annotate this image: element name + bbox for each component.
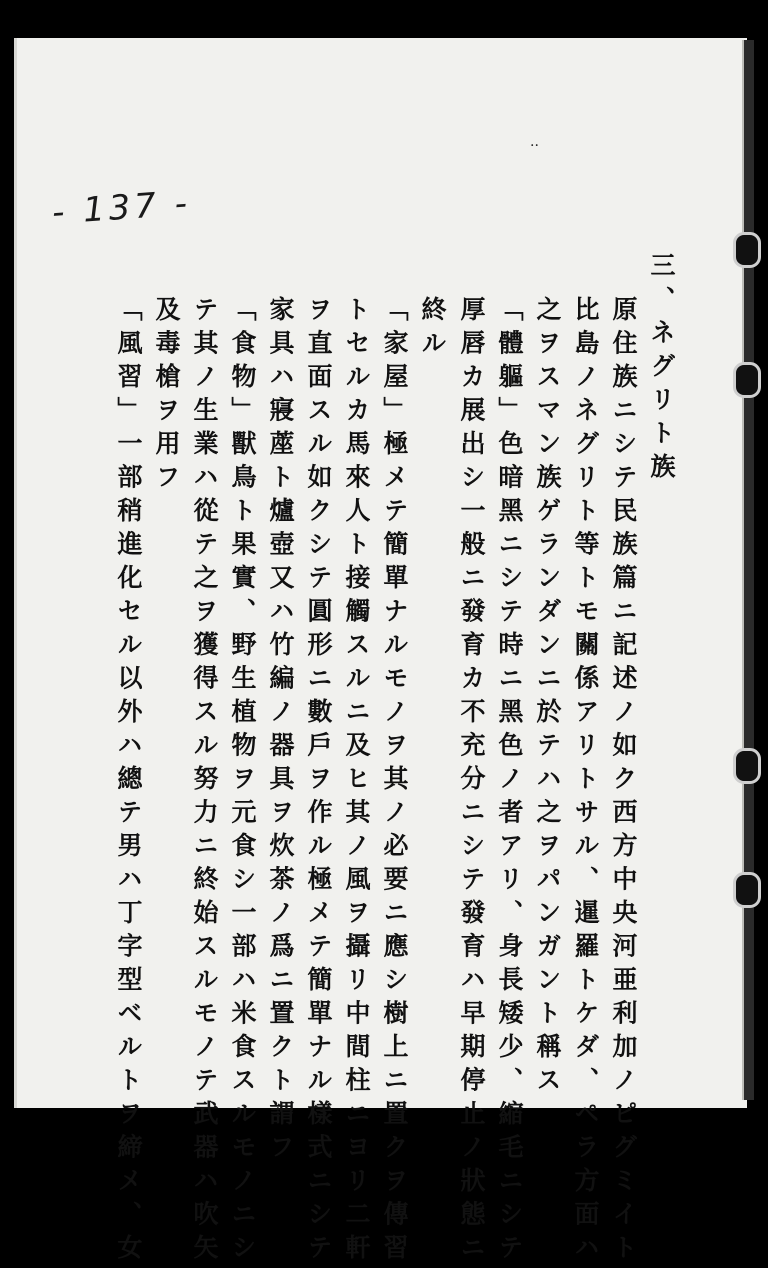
- handwritten-page-number: - 137 -: [50, 183, 193, 233]
- binding-ring-icon: [733, 872, 761, 908]
- text-column: 比島ノネグリト等トモ關係アリトサル、暹羅トケダ、ペラ方面ハ: [571, 296, 600, 1268]
- text-column: 及毒槍ヲ用フ: [152, 296, 181, 497]
- page-binding-edge: [742, 40, 754, 1100]
- stray-marks: ..: [530, 134, 539, 150]
- binding-ring-icon: [733, 362, 761, 398]
- text-column: 「食物」獸鳥ト果實、野生植物ヲ元食シ一部ハ米食スルモノニシ: [228, 296, 257, 1268]
- text-column: 「家屋」極メテ簡單ナルモノヲ其ノ必要ニ應シ樹上ニ置クヲ傳習: [380, 296, 409, 1268]
- section-heading: 三、ネグリト族: [647, 252, 676, 487]
- text-column: 終ル: [418, 296, 447, 363]
- text-column: ヲ直面スル如クシテ圓形ニ數戶ヲ作ル極メテ簡單ナル樣式ニシテ: [304, 296, 333, 1268]
- binding-ring-icon: [733, 748, 761, 784]
- binding-ring-icon: [733, 232, 761, 268]
- text-column: 家具ハ寢蓙ト爐壺又ハ竹編ノ器具ヲ炊茶ノ爲ニ置クト謂フ: [266, 296, 295, 1167]
- text-column: 之ヲスマン族ゲランダンニ於テハ之ヲパンガント稱ス: [533, 296, 562, 1100]
- text-column: トセルカ馬來人ト接觸スルニ及ヒ其ノ風ヲ攝リ中間柱ニヨリ二軒: [342, 296, 371, 1268]
- text-column: テ其ノ生業ハ從テ之ヲ獲得スル努力ニ終始スルモノテ武器ハ吹矢: [190, 296, 219, 1268]
- text-column: 原住族ニシテ民族篇ニ記述ノ如ク西方中央河亜利加ノピグミイト: [609, 296, 638, 1268]
- text-column: 「風習」一部稍進化セル以外ハ總テ男ハ丁字型ベルトヲ締メ、女: [114, 296, 143, 1268]
- text-column: 厚唇カ展出シ一般ニ發育カ不充分ニシテ發育ハ早期停止ノ狀態ニ: [457, 296, 486, 1268]
- text-column: 「體軀」色暗黑ニシテ時ニ黑色ノ者アリ、身長矮少、縮毛ニシテ: [495, 296, 524, 1268]
